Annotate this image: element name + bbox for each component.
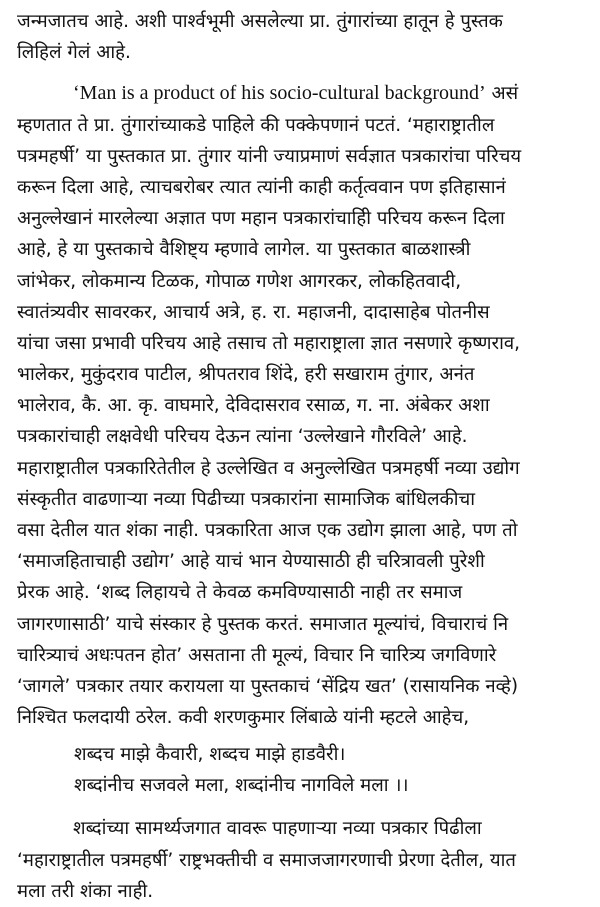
text-line: निश्चित फलदायी ठरेल. कवी शरणकुमार लिंबाळे यांनी म्हटले आहेच, <box>17 707 470 729</box>
quote-line <box>17 78 587 109</box>
text-line: पत्रमहर्षी’ या पुस्तकात प्रा. तुंगार यांनी ज्याप्रमाणं सर्वज्ञात पत्रकारांचा परिचय <box>17 145 522 167</box>
text-line: ‘समाजहिताचाही उद्योग’ आहे याचं भान येण्यासाठी ही चरित्रावली पुरेशी <box>17 551 485 573</box>
poem-line: शब्दच माझे कैवारी, शब्दच माझे हाडवैरी। <box>74 744 346 766</box>
paragraph-2 <box>17 78 587 733</box>
english-quote: ‘Man is a product of his socio-cultural background’ <box>73 82 486 105</box>
text-line: संस्कृतीत वाढणाऱ्या नव्या पिढीच्या पत्रकारांना सामाजिक बांधिलकीचा <box>17 488 476 510</box>
text-line: जन्मजातच आहे. अशी पार्श्वभूमी असलेल्या प्रा. तुंगारांच्या हातून हे पुस्तक <box>17 11 503 32</box>
document-page <box>17 6 587 907</box>
text-line: लिहिलं गेलं आहे. <box>17 42 131 64</box>
text-line: भालेराव, कै. आ. कृ. वाघमारे, देविदासराव रसाळ, ग. ना. अंबेकर अशा <box>17 395 490 417</box>
text-line: आहे, हे या पुस्तकाचे वैशिष्ट्य म्हणावे लागेल. या पुस्तकात बाळशास्त्री <box>17 239 471 261</box>
text-line: म्हणतात ते प्रा. तुंगारांच्याकडे पाहिले की पक्केपणानं पटतं. ‘महाराष्ट्रातील <box>17 114 495 136</box>
text-line: चारित्र्याचं अधःपतन होत’ असताना ती मूल्यं, विचार नि चारित्र्य जगविणारे <box>17 644 497 666</box>
text-line: ‘महाराष्ट्रातील पत्रमहर्षी’ राष्ट्रभक्तीची व समाजजागरणाची प्रेरणा देतील, यात <box>17 849 516 871</box>
text-line: करून दिला आहे, त्याचबरोबर त्यात त्यांनी काही कर्तृत्ववान पण इतिहासानं <box>17 176 506 198</box>
text-line: पत्रकारांचाही लक्षवेधी परिचय देऊन त्यांना ‘उल्लेखाने गौरविले’ आहे. <box>17 426 468 448</box>
text-line: मला तरी शंका नाही. <box>17 880 154 902</box>
text-line: यांचा जसा प्रभावी परिचय आहे तसाच तो महाराष्ट्राला ज्ञात नसणारे कृष्णराव, <box>17 332 521 354</box>
paragraph-1 <box>17 6 587 68</box>
text-line: महाराष्ट्रातील पत्रकारितेतील हे उल्लेखित व अनुल्लेखित पत्रमहर्षी नव्या उद्योग <box>17 457 520 479</box>
poem-line: शब्दांनीच सजवले मला, शब्दांनीच नागविले मला ।। <box>74 775 409 797</box>
text-line: जांभेकर, लोकमान्य टिळक, गोपाळ गणेश आगरकर, लोकहितवादी, <box>17 270 462 292</box>
text-line: ‘जागले’ पत्रकार तयार करायला या पुस्तकाचं ‘सेंद्रिय खत’ (रासायनिक नव्हे) <box>17 675 519 697</box>
poem-block <box>17 739 587 801</box>
text-line: जागरणासाठी’ याचे संस्कार हे पुस्तक करतं. समाजात मूल्यांचं, विचाराचं नि <box>17 613 509 635</box>
text-line: शब्दांच्या सामर्थ्यजगात वावरू पाहणाऱ्या नव्या पत्रकार पिढीला <box>73 818 482 840</box>
paragraph-3 <box>17 813 587 907</box>
text-line: अनुल्लेखानं मारलेल्या अज्ञात पण महान पत्रकारांचाहिी परिचय करून दिला <box>17 208 505 230</box>
text-line: वसा देतील यात शंका नाही. पत्रकारिता आज एक उद्योग झाला आहे, पण तो <box>17 520 518 541</box>
quote-tail: असं <box>485 83 519 105</box>
text-line: स्वातंत्र्यवीर सावरकर, आचार्य अत्रे, ह. रा. महाजनी, दादासाहेब पोतनीस <box>17 301 490 323</box>
text-line: भालेकर, मुकुंदराव पाटील, श्रीपतराव शिंदे, हरी सखाराम तुंगार, अनंत <box>17 364 475 386</box>
text-line: प्रेरक आहे. ‘शब्द लिहायचे ते केवळ कमविण्यासाठी नाही तर समाज <box>17 582 463 604</box>
